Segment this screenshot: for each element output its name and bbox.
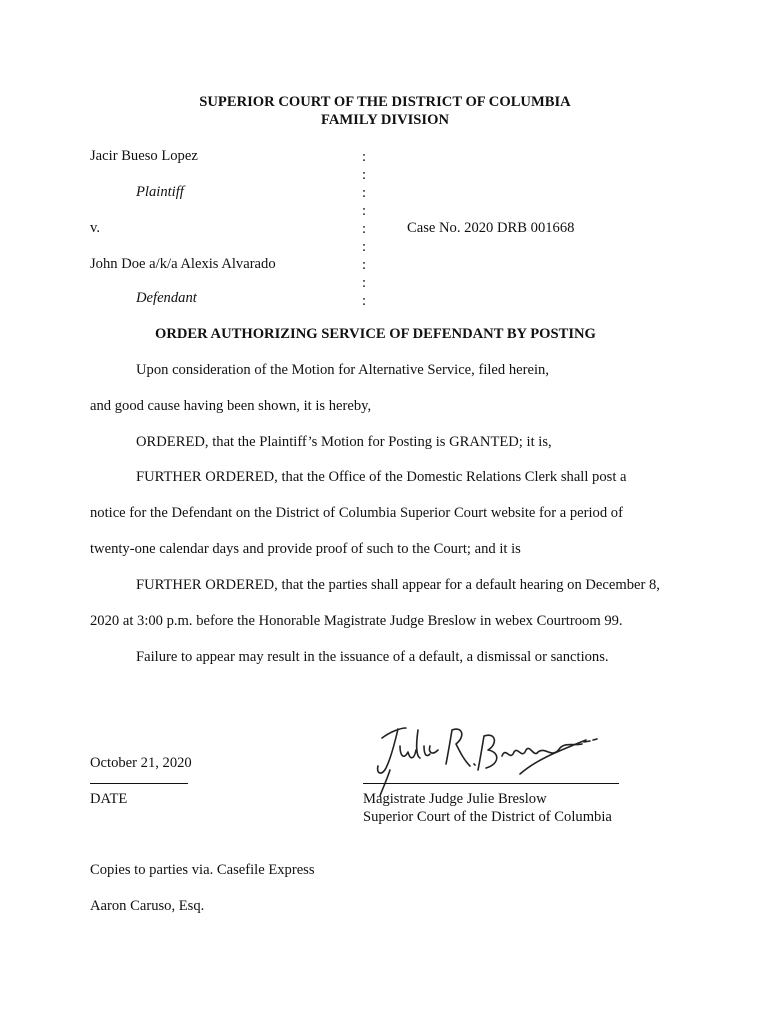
defendant-name: John Doe a/k/a Alexis Alvarado xyxy=(90,256,276,272)
copies-recipient: Aaron Caruso, Esq. xyxy=(90,898,205,914)
caption-colon: : xyxy=(362,203,367,219)
order-line: Upon consideration of the Motion for Alternative Service, filed herein, xyxy=(136,362,549,378)
order-line: ORDERED, that the Plaintiff’s Motion for Posting is GRANTED; it is, xyxy=(136,434,552,450)
signature-line xyxy=(363,783,619,784)
caption-colon: : xyxy=(362,293,367,309)
caption-colon: : xyxy=(362,257,367,273)
order-title: ORDER AUTHORIZING SERVICE OF DEFENDANT BY POSTING xyxy=(155,326,596,342)
order-line: notice for the Defendant on the District of Columbia Superior Court website for a period of xyxy=(90,505,623,521)
order-line: and good cause having been shown, it is hereby, xyxy=(90,398,372,414)
order-line: FURTHER ORDERED, that the parties shall appear for a default hearing on December 8, xyxy=(136,577,660,593)
caption-colon: : xyxy=(362,149,367,165)
court-heading: SUPERIOR COURT OF THE DISTRICT OF COLUMBIA xyxy=(199,94,571,110)
order-line: Failure to appear may result in the issuance of a default, a dismissal or sanctions. xyxy=(136,649,609,665)
signer-title: Magistrate Judge Julie Breslow xyxy=(363,791,547,807)
caption-colon: : xyxy=(362,239,367,255)
caption-colon: : xyxy=(362,167,367,183)
order-line: twenty-one calendar days and provide proof of such to the Court; and it is xyxy=(90,541,521,557)
plaintiff-name: Jacir Bueso Lopez xyxy=(90,148,198,164)
date-label: DATE xyxy=(90,791,128,807)
caption-colon: : xyxy=(362,275,367,291)
versus-label: v. xyxy=(90,220,100,236)
case-number: Case No. 2020 DRB 001668 xyxy=(407,220,575,236)
plaintiff-role: Plaintiff xyxy=(136,184,184,200)
judge-signature-image xyxy=(360,716,600,798)
caption-colon: : xyxy=(362,185,367,201)
order-line: FURTHER ORDERED, that the Office of the Domestic Relations Clerk shall post a xyxy=(136,469,627,485)
signer-court: Superior Court of the District of Columbia xyxy=(363,809,612,825)
date-line xyxy=(90,783,188,784)
defendant-role: Defendant xyxy=(136,290,197,306)
caption-colon: : xyxy=(362,221,367,237)
copies-note: Copies to parties via. Casefile Express xyxy=(90,862,315,878)
division-heading: FAMILY DIVISION xyxy=(321,112,449,128)
order-line: 2020 at 3:00 p.m. before the Honorable Magistrate Judge Breslow in webex Courtroom 99. xyxy=(90,613,623,629)
signature-date: October 21, 2020 xyxy=(90,755,192,771)
